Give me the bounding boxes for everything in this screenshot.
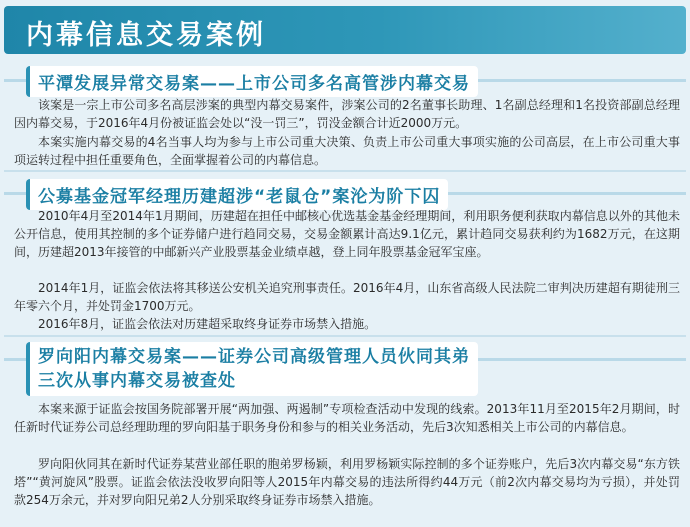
case-3-paragraph-2: 罗向阳伙同其在新时代证券某营业部任职的胞弟罗杨颖，利用罗杨颖实际控制的多个证券账户，先后3次内幕交易“东方铁塔”“黄河旋风”股票。证监会依法没收罗向阳等人2015年内幕交易的违法所得约44万元（前2次内幕交易均为亏损），并处罚款254万余元，并对罗向阳兄弟2人分别采取终身证券市场禁入措施。 — [14, 457, 680, 507]
case-2-paragraph-1: 2010年4月至2014年1月期间，历建超在担任中邮核心优选基金基金经理期间，利用职务便利获取内幕信息以外的其他未公开信息，使用其控制的多个证券储户进行趋同交易，交易金额累计高达9.1亿元，累计趋同交易获利约为1682万元，在这期间，历建超2013年接管的中邮新兴产业股票基金业绩卓越，登上同年股票基金冠军宝座。 — [14, 209, 680, 259]
case-1-paragraph-2: 本案实施内幕交易的4名当事人均为参与上市公司重大决策、负责上市公司重大事项实施的公司高层，在上市公司重大事项运转过程中担任重要角色，全面掌握着公司的内幕信息。 — [14, 135, 680, 167]
case-3-heading-line-1: 罗向阳内幕交易案——证券公司高级管理人员伙同其弟 — [38, 347, 470, 367]
case-2-paragraph-3: 2016年8月，证监会依法对历建超采取终身证券市场禁入措施。 — [38, 317, 377, 331]
case-3-heading — [26, 342, 478, 396]
case-3-paragraph-1: 本案来源于证监会按国务院部署开展“两加强、两遏制”专项检查活动中发现的线索。2013年11月至2015年2月期间，时任新时代证券公司总经理助理的罗向阳基于职务身份和参与的相关业务活动，先后3次知悉相关上市公司的内幕信息。 — [14, 402, 680, 434]
case-1-heading: 平潭发展异常交易案——上市公司多名高管涉内幕交易 — [26, 66, 478, 97]
section-divider — [4, 170, 686, 172]
case-2-paragraph-2: 2014年1月，证监会依法将其移送公安机关追究刑事责任。2016年4月，山东省高级人民法院二审判决历建超有期徒刑三年零六个月，并处罚金1700万元。 — [14, 281, 680, 313]
case-2-heading: 公募基金冠军经理历建超涉“老鼠仓”案沦为阶下囚 — [26, 179, 448, 210]
title-bar — [4, 6, 686, 54]
case-3-heading-line-2: 三次从事内幕交易被查处 — [38, 371, 236, 391]
case-1-paragraph-1: 该案是一宗上市公司多名高层涉案的典型内幕交易案件，涉案公司的2名董事长助理、1名副总经理和1名投资部副总经理因内幕交易，于2016年4月份被证监会处以“没一罚三”，罚没金额合计近2000万元。 — [14, 98, 680, 130]
section-divider — [4, 335, 686, 337]
page-title: 内幕信息交易案例 — [26, 20, 266, 51]
